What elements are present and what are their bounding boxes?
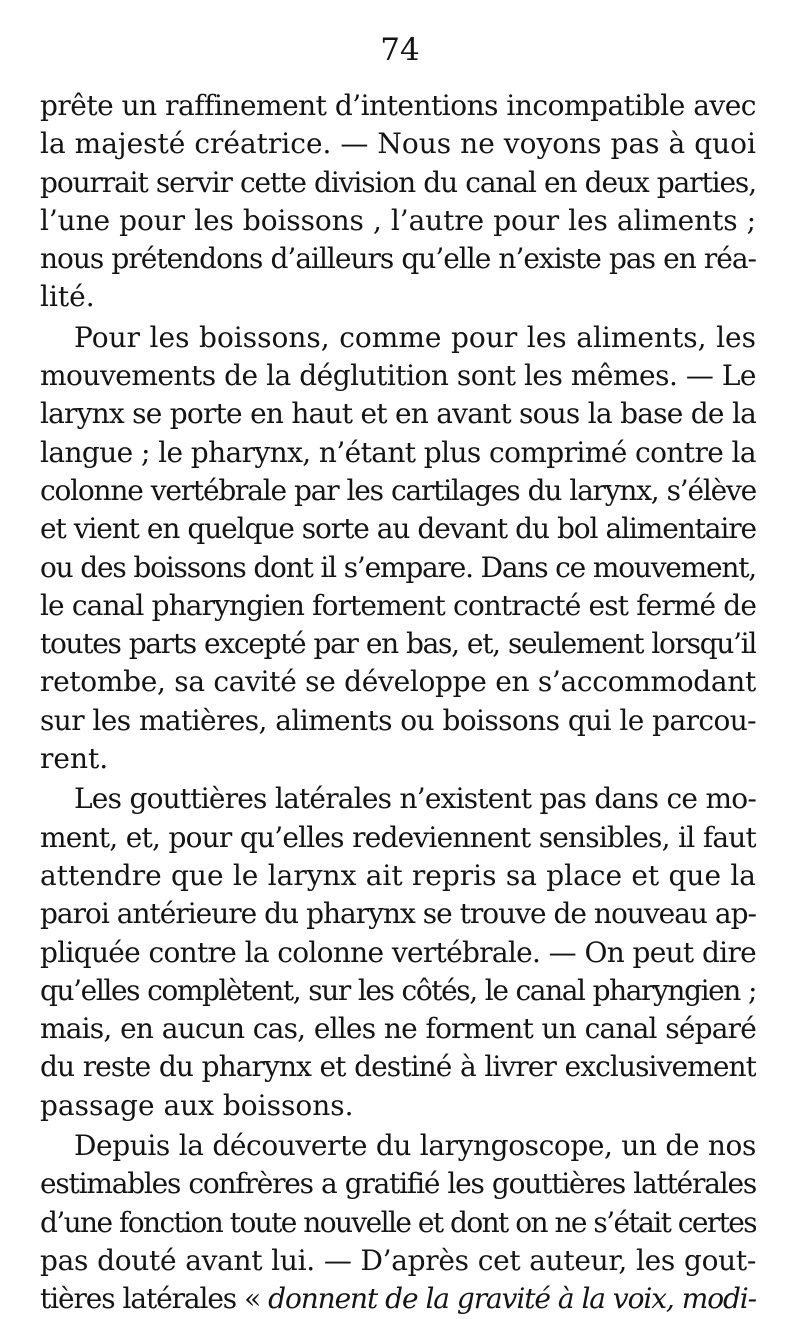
paragraph-2: [40, 319, 756, 779]
text-line: pourrait servir cette division du canal en deux parties,: [40, 165, 756, 199]
text-line: le canal pharyngien fortement contracté est fermé de: [40, 588, 756, 622]
text-line: attendre que le larynx ait repris sa place et que la: [40, 858, 756, 892]
text-line: et vient en quelque sorte au devant du bol alimentaire: [40, 512, 756, 546]
text-line: nous prétendons d’ailleurs qu’elle n’existe pas en réa-: [40, 242, 756, 276]
italic-quote: donnent de la gravité à la voix, modi-: [268, 1282, 756, 1316]
text-line: passage aux boissons.: [40, 1088, 354, 1122]
paragraph-4: [40, 1127, 756, 1318]
paragraph-1: [40, 87, 756, 317]
text-line: estimables confrères a gratifié les gouttières lattérales: [40, 1167, 756, 1201]
text-fragment: tières latérales «: [40, 1282, 269, 1316]
text-line: retombe, sa cavité se développe en s’accommodant: [40, 665, 756, 699]
text-line: mouvements de la déglutition sont les mêmes. — Le: [40, 359, 756, 393]
text-line: ou des boissons dont il s’empare. Dans ce mouvement,: [40, 550, 756, 584]
text-line: Pour les boissons, comme pour les aliments, les: [74, 320, 756, 354]
text-line: colonne vertébrale par les cartilages du larynx, s’élève: [40, 473, 756, 507]
text-line: sur les matières, aliments ou boissons qui le parcou-: [40, 703, 756, 737]
text-line: qu’elles complètent, sur les côtés, le canal pharyngien ;: [40, 973, 756, 1007]
body-text: [40, 87, 756, 1319]
text-line: toutes parts excepté par en bas, et, seulement lorsqu’il: [40, 627, 756, 661]
text-line: pas douté avant lui. — D’après cet auteur, les gout-: [40, 1243, 756, 1277]
text-line: paroi antérieure du pharynx se trouve de nouveau ap-: [40, 897, 756, 931]
text-line-mixed: [40, 1280, 756, 1318]
text-line: langue ; le pharynx, n’étant plus comprimé contre la: [40, 435, 756, 469]
text-line: mais, en aucun cas, elles ne forment un canal séparé: [40, 1012, 756, 1046]
text-line: du reste du pharynx et destiné à livrer exclusivement: [40, 1050, 756, 1084]
paragraph-3: [40, 780, 756, 1125]
text-line: lité.: [40, 280, 95, 314]
text-line: prête un raffinement d’intentions incompatible avec: [40, 89, 756, 122]
text-line: l’une pour les boissons , l’autre pour les aliments ;: [40, 203, 756, 237]
text-line: pliquée contre la colonne vertébrale. — On peut dire: [40, 935, 756, 969]
text-line: rent.: [40, 742, 109, 776]
page-number: 74: [380, 32, 420, 68]
text-line: ment, et, pour qu’elles redeviennent sensibles, il faut: [40, 820, 756, 854]
text-line: larynx se porte en haut et en avant sous la base de la: [40, 397, 756, 431]
text-line: Depuis la découverte du laryngoscope, un de nos: [74, 1129, 756, 1163]
text-line: d’une fonction toute nouvelle et dont on ne s’était certes: [40, 1205, 756, 1239]
text-line: Les gouttières latérales n’existent pas dans ce mo-: [74, 782, 756, 816]
text-line: la majesté créatrice. — Nous ne voyons pas à quoi: [40, 127, 756, 161]
